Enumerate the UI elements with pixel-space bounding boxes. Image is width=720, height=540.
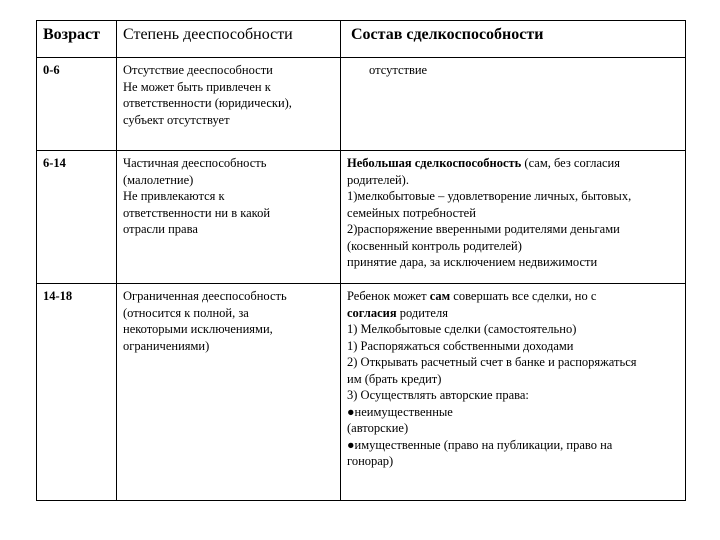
deal-text: (сам, без согласия <box>521 156 620 170</box>
table-row <box>37 284 686 501</box>
capacity-line: некоторыми исключениями, <box>123 322 273 336</box>
deal-emphasis: согласия <box>347 305 397 320</box>
deal-text: родителя <box>396 305 448 320</box>
age-cell: 0-6 <box>37 58 117 151</box>
deal-line: 1) Мелкобытовые сделки (самостоятельно) <box>347 322 577 336</box>
deal-line: 3) Осуществлять авторские права: <box>347 388 529 402</box>
capacity-line: ответственности (юридически), <box>123 96 292 110</box>
deal-line: 1)мелкобытовые – удовлетворение личных, бытовых, <box>347 189 632 203</box>
capacity-line: ответственности ни в какой <box>123 205 271 220</box>
deal-line: 2) Открывать расчетный счет в банке и распоряжаться <box>347 355 637 369</box>
deal-text: Ребенок может <box>347 289 430 303</box>
deal-emphasis: Небольшая сделкоспособность <box>347 156 522 170</box>
deal-line <box>347 155 679 172</box>
deal-line <box>347 288 679 305</box>
deal-line: 2)распоряжение вверенными родителями деньгами <box>347 222 620 236</box>
age-cell: 14-18 <box>37 284 117 501</box>
deal-line: 1) Распоряжаться собственными доходами <box>347 338 574 353</box>
deal-line: родителей). <box>347 172 409 187</box>
table-row <box>37 58 686 151</box>
header-age: Возраст <box>37 21 117 58</box>
deal-line: ●неимущественные <box>347 404 453 419</box>
deal-line: гонорар) <box>347 454 394 468</box>
deal-text: совершать все сделки, но с <box>450 289 597 303</box>
deal-line: отсутствие <box>369 63 428 77</box>
deal-capacity-cell <box>341 58 686 151</box>
table-header-row <box>37 21 686 58</box>
deal-line: ●имущественные (право на публикации, право на <box>347 437 613 452</box>
age-cell: 6-14 <box>37 151 117 284</box>
deal-line: (авторские) <box>347 421 409 435</box>
capacity-line: Отсутствие дееспособности <box>123 63 273 77</box>
capacity-line: субъект отсутствует <box>123 112 230 127</box>
deal-line: (косвенный контроль родителей) <box>347 238 522 253</box>
deal-capacity-cell <box>341 151 686 284</box>
capacity-line: (относится к полной, за <box>123 305 249 320</box>
capacity-line: Не может быть привлечен к <box>123 79 271 94</box>
deal-line <box>347 305 679 322</box>
capacity-cell <box>117 58 341 151</box>
deal-line: им (брать кредит) <box>347 371 442 386</box>
capacity-cell <box>117 151 341 284</box>
capacity-line: Ограниченная дееспособность <box>123 289 287 303</box>
table-row <box>37 151 686 284</box>
deal-emphasis: сам <box>429 289 451 303</box>
deal-capacity-cell <box>341 284 686 501</box>
capacity-line: Частичная дееспособность <box>123 156 267 170</box>
deal-line: принятие дара, за исключением недвижимости <box>347 255 598 269</box>
header-deal-capacity: Состав сделкоспособности <box>341 21 686 58</box>
capacity-line: (малолетние) <box>123 172 194 187</box>
capacity-line: отрасли права <box>123 222 198 236</box>
header-capacity: Степень дееспособности <box>117 21 341 58</box>
capacity-cell <box>117 284 341 501</box>
capacity-table <box>36 20 686 501</box>
capacity-line: Не привлекаются к <box>123 189 225 203</box>
capacity-line: ограничениями) <box>123 338 210 353</box>
deal-line: семейных потребностей <box>347 205 476 220</box>
